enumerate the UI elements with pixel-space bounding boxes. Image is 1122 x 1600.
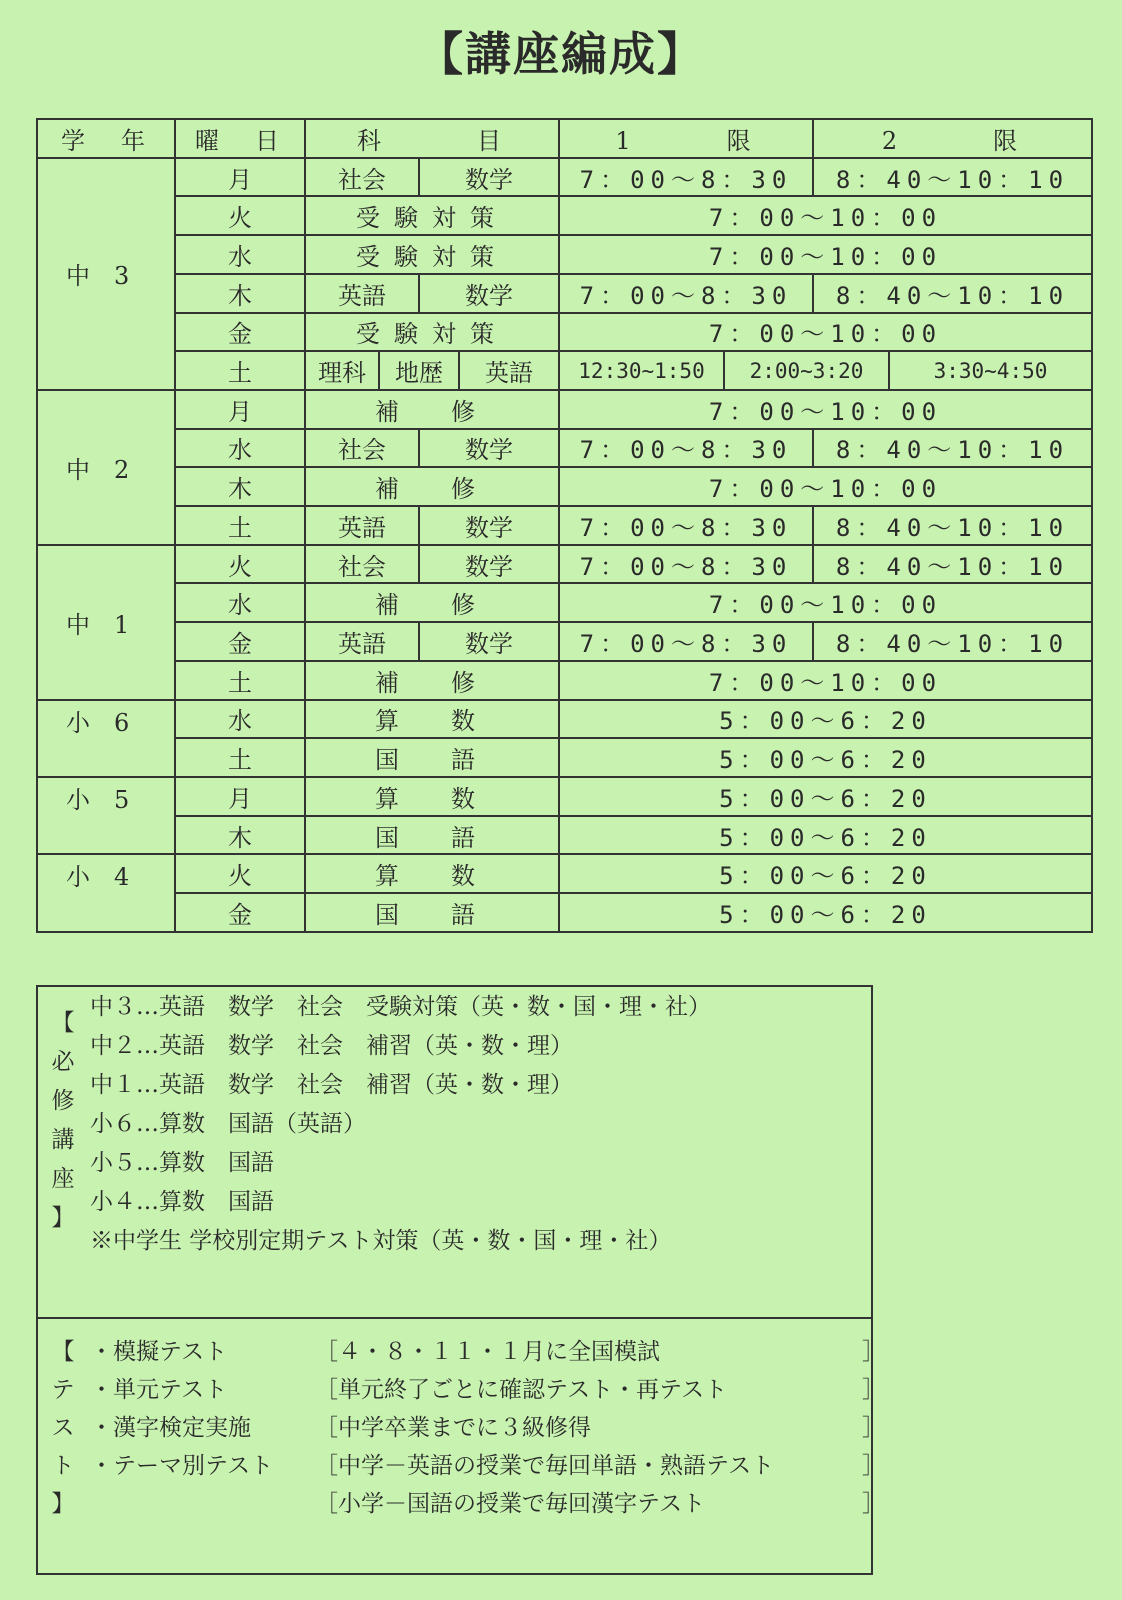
subject-cell: 数学: [419, 506, 559, 545]
day-cell: 水: [175, 583, 305, 622]
time-cell: 8：40～10：10: [813, 622, 1092, 661]
subject-cell: 受験対策: [305, 313, 559, 352]
subject-cell: 補 修: [305, 467, 559, 506]
time-cell: 7：00～8：30: [559, 274, 813, 313]
table-row: [37, 235, 1092, 274]
subject-cell: 数学: [419, 545, 559, 584]
page-title: 【講座編成】: [417, 27, 705, 81]
day-cell: 土: [175, 351, 305, 390]
day-cell: 火: [175, 854, 305, 893]
day-cell: 水: [175, 700, 305, 739]
test-item-end: ］: [862, 1453, 885, 1479]
subject-cell: 英語: [305, 622, 419, 661]
tests-list: [90, 1333, 885, 1523]
label-char: 【: [51, 1339, 75, 1365]
table-header-row: [37, 119, 1092, 158]
required-course-line: 小４…算数 国語: [90, 1189, 274, 1215]
time-cell: 8：40～10：10: [813, 429, 1092, 468]
table-row: [37, 738, 1092, 777]
test-item-desc: ［中学卒業までに３級修得: [315, 1415, 591, 1441]
subject-cell: 補 修: [305, 390, 559, 429]
table-row: [37, 506, 1092, 545]
subject-cell: 英語: [305, 506, 419, 545]
day-cell: 火: [175, 196, 305, 235]
time-cell: 2:00~3:20: [724, 351, 889, 390]
time-cell: 8：40～10：10: [813, 545, 1092, 584]
subject-cell: 補 修: [305, 661, 559, 700]
grade-cell: 小 5: [37, 777, 175, 854]
table-row: [37, 196, 1092, 235]
time-cell: 8：40～10：10: [813, 506, 1092, 545]
subject-cell: 国 語: [305, 738, 559, 777]
time-cell: 5：00～6：20: [559, 777, 1092, 816]
test-item: [90, 1447, 885, 1485]
grade-cell: 小 4: [37, 854, 175, 932]
day-cell: 木: [175, 274, 305, 313]
test-item-end: ］: [862, 1377, 885, 1403]
time-cell: 5：00～6：20: [559, 816, 1092, 855]
required-course-line: 小５…算数 国語: [90, 1150, 274, 1176]
test-item-name: ・漢字検定実施: [90, 1415, 251, 1441]
label-char: 】: [51, 1491, 75, 1517]
day-cell: 土: [175, 506, 305, 545]
table-row: [37, 351, 1092, 390]
time-cell: 7：00～8：30: [559, 506, 813, 545]
subject-cell: 算 数: [305, 777, 559, 816]
label-char: ス: [51, 1415, 75, 1441]
time-cell: 8：40～10：10: [813, 158, 1092, 197]
test-item-desc: ［小学－国語の授業で毎回漢字テスト: [315, 1491, 706, 1517]
table-row: [37, 390, 1092, 429]
required-course-line: 小６…算数 国語（英語）: [90, 1111, 366, 1137]
time-cell: 5：00～6：20: [559, 893, 1092, 932]
test-item-name: ・模擬テスト: [90, 1339, 228, 1365]
header-subject: 科 目: [305, 119, 559, 158]
subject-cell: 社会: [305, 158, 419, 197]
time-cell: 5：00～6：20: [559, 700, 1092, 739]
time-cell: 7：00～10：00: [559, 467, 1092, 506]
table-row: [37, 158, 1092, 197]
tests-label: [48, 1333, 78, 1523]
day-cell: 火: [175, 545, 305, 584]
time-cell: 3:30~4:50: [889, 351, 1092, 390]
time-cell: 5：00～6：20: [559, 738, 1092, 777]
table-row: [37, 583, 1092, 622]
subject-cell: 数学: [419, 158, 559, 197]
subject-cell: 国 語: [305, 893, 559, 932]
header-period-2: 2 限: [813, 119, 1092, 158]
schedule-table: [36, 118, 1093, 933]
table-row: [37, 622, 1092, 661]
test-item: [90, 1409, 885, 1447]
table-row: [37, 313, 1092, 352]
label-char: ト: [51, 1453, 75, 1479]
day-cell: 水: [175, 235, 305, 274]
table-row: [37, 545, 1092, 584]
time-cell: 7：00～10：00: [559, 390, 1092, 429]
grade-cell: 中 2: [37, 390, 175, 545]
grade-cell: 中 1: [37, 545, 175, 700]
required-course-line: 中３…英語 数学 社会 受験対策（英・数・国・理・社）: [90, 994, 711, 1020]
test-item: [90, 1485, 885, 1523]
day-cell: 木: [175, 816, 305, 855]
test-item: [90, 1333, 885, 1371]
subject-cell: 理科: [305, 351, 379, 390]
day-cell: 水: [175, 429, 305, 468]
day-cell: 金: [175, 622, 305, 661]
time-cell: 7：00～8：30: [559, 158, 813, 197]
subject-cell: 地歴: [379, 351, 459, 390]
table-row: [37, 700, 1092, 739]
day-cell: 月: [175, 158, 305, 197]
day-cell: 木: [175, 467, 305, 506]
subject-cell: 受験対策: [305, 235, 559, 274]
grade-cell: 中 3: [37, 158, 175, 390]
subject-cell: 算 数: [305, 854, 559, 893]
required-course-line: ※中学生 学校別定期テスト対策（英・数・国・理・社）: [90, 1228, 672, 1254]
day-cell: 月: [175, 777, 305, 816]
subject-cell: 数学: [419, 622, 559, 661]
label-char: 必: [51, 1049, 75, 1075]
test-item: [90, 1371, 885, 1409]
required-courses-label: [48, 1004, 78, 1238]
subject-cell: 算 数: [305, 700, 559, 739]
grade-cell: 小 6: [37, 700, 175, 777]
time-cell: 5：00～6：20: [559, 854, 1092, 893]
day-cell: 金: [175, 893, 305, 932]
test-item-desc: ［中学－英語の授業で毎回単語・熟語テスト: [315, 1453, 775, 1479]
time-cell: 7：00～10：00: [559, 661, 1092, 700]
subject-cell: 英語: [305, 274, 419, 313]
subject-cell: 数学: [419, 274, 559, 313]
label-char: 講: [51, 1127, 75, 1153]
day-cell: 月: [175, 390, 305, 429]
label-char: 修: [51, 1088, 75, 1114]
label-char: 【: [51, 1010, 75, 1036]
header-day: 曜 日: [175, 119, 305, 158]
day-cell: 金: [175, 313, 305, 352]
time-cell: 7：00～10：00: [559, 583, 1092, 622]
label-char: 座: [51, 1166, 75, 1192]
table-row: [37, 661, 1092, 700]
day-cell: 土: [175, 738, 305, 777]
header-grade: 学 年: [37, 119, 175, 158]
required-course-line: 中２…英語 数学 社会 補習（英・数・理）: [90, 1033, 573, 1059]
test-item-end: ］: [862, 1415, 885, 1441]
time-cell: 7：00～8：30: [559, 429, 813, 468]
label-char: テ: [51, 1377, 75, 1403]
subject-cell: 補 修: [305, 583, 559, 622]
subject-cell: 社会: [305, 545, 419, 584]
time-cell: 7：00～10：00: [559, 313, 1092, 352]
subject-cell: 社会: [305, 429, 419, 468]
table-row: [37, 893, 1092, 932]
required-course-line: 中１…英語 数学 社会 補習（英・数・理）: [90, 1072, 573, 1098]
subject-cell: 国 語: [305, 816, 559, 855]
test-item-desc: ［単元終了ごとに確認テスト・再テスト: [315, 1377, 728, 1403]
time-cell: 7：00～10：00: [559, 235, 1092, 274]
required-courses-box: [36, 985, 873, 1319]
subject-cell: 受験対策: [305, 196, 559, 235]
table-row: [37, 274, 1092, 313]
table-row: [37, 854, 1092, 893]
test-item-desc: ［４・８・１１・１月に全国模試: [315, 1339, 660, 1365]
subject-cell: 英語: [459, 351, 559, 390]
table-row: [37, 777, 1092, 816]
table-row: [37, 467, 1092, 506]
test-item-name: ・テーマ別テスト: [90, 1453, 274, 1479]
tests-box: [36, 1315, 885, 1575]
subject-cell: 数学: [419, 429, 559, 468]
required-courses-list: [90, 988, 711, 1261]
table-row: [37, 816, 1092, 855]
test-item-name: ・単元テスト: [90, 1377, 228, 1403]
time-cell: 7：00～8：30: [559, 545, 813, 584]
time-cell: 7：00～8：30: [559, 622, 813, 661]
time-cell: 12:30~1:50: [559, 351, 724, 390]
header-period-1: 1 限: [559, 119, 813, 158]
time-cell: 8：40～10：10: [813, 274, 1092, 313]
table-row: [37, 429, 1092, 468]
test-item-end: ］: [862, 1339, 885, 1365]
test-item-end: ］: [862, 1491, 885, 1517]
label-char: 】: [51, 1205, 75, 1231]
day-cell: 土: [175, 661, 305, 700]
time-cell: 7：00～10：00: [559, 196, 1092, 235]
